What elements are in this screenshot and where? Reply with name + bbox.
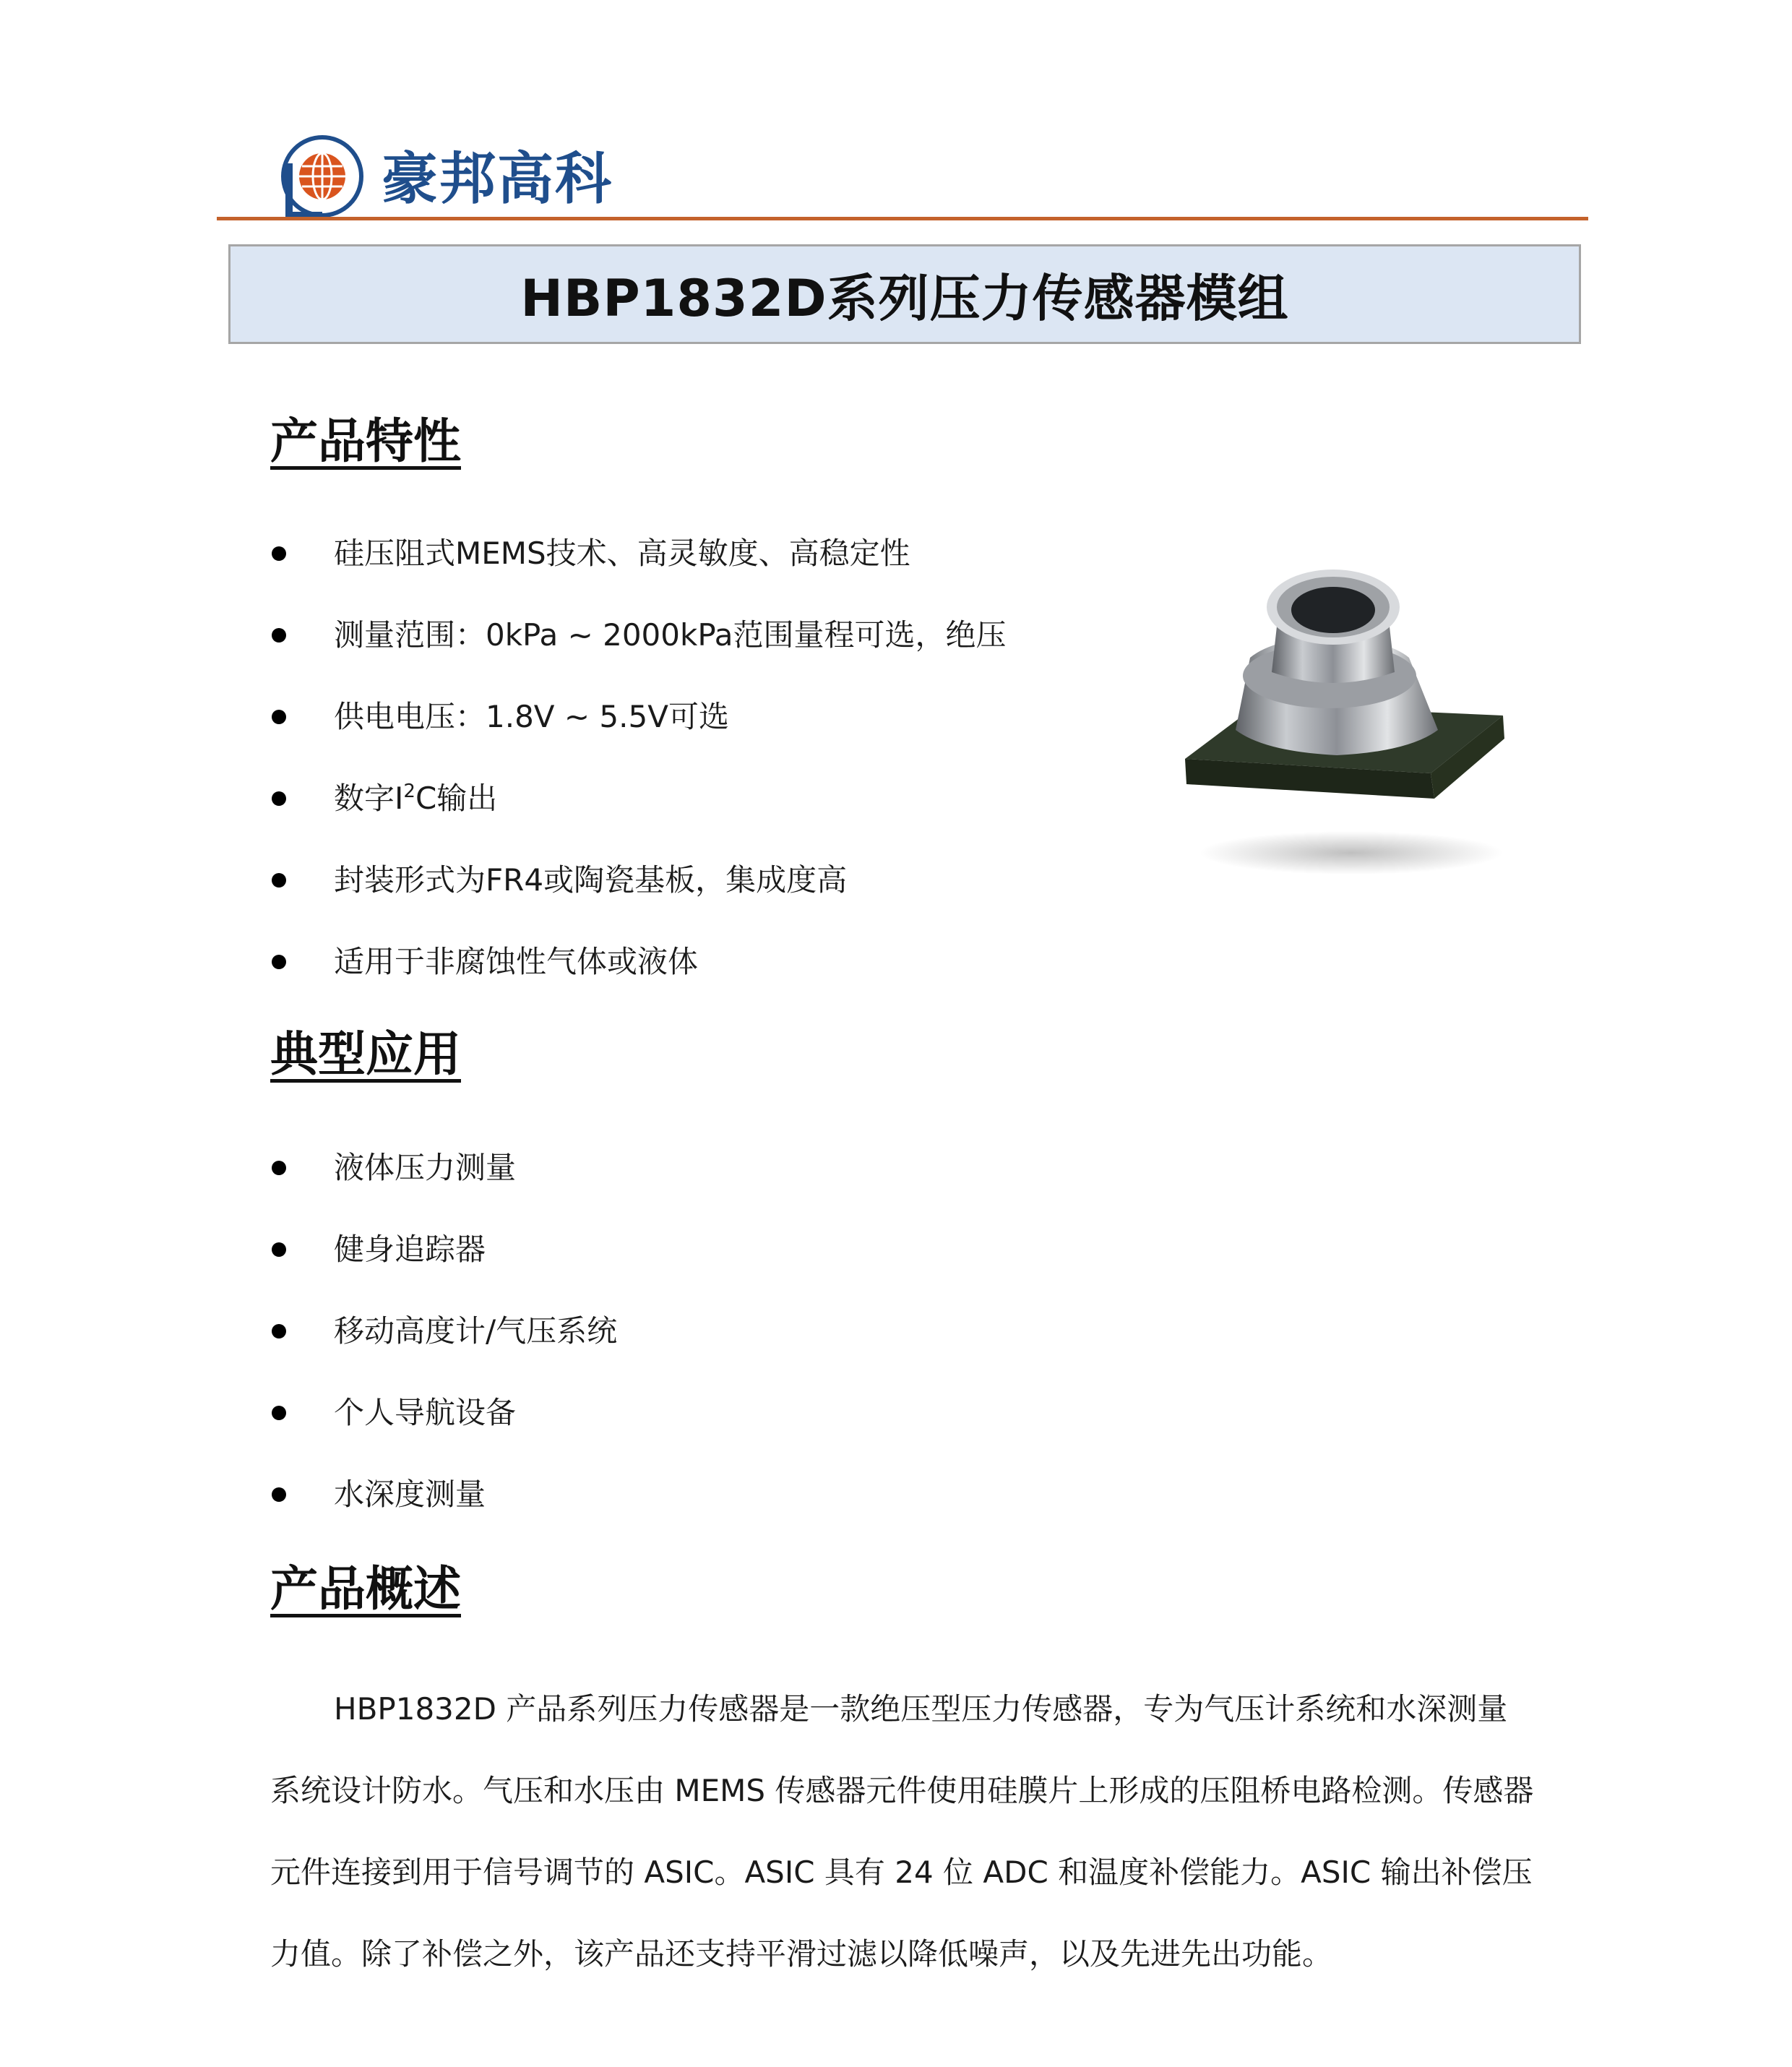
bullet-icon <box>272 546 286 561</box>
pressure-sensor-product-image <box>1171 549 1510 882</box>
bullet-icon <box>272 1161 286 1175</box>
bullet-icon <box>272 628 286 643</box>
header-divider <box>217 217 1588 220</box>
bullet-icon <box>272 791 286 806</box>
bullet-icon <box>272 873 286 888</box>
applications-heading: 典型应用 <box>270 1026 461 1082</box>
bullet-icon <box>272 955 286 969</box>
overview-heading: 产品概述 <box>270 1561 461 1617</box>
bullet-icon <box>272 1487 286 1502</box>
bullet-icon <box>272 710 286 724</box>
overview-paragraph: HBP1832D 产品系列压力传感器是一款绝压型压力传感器，专为气压计系统和水深测量系统设计防水。气压和水压由 MEMS 传感器元件使用硅膜片上形成的压阻桥电路检测。传感器元件连接到用于信号调节的 ASIC。ASIC 具有 24 位 ADC 和温度补偿能力。ASIC 输出补偿压力值。除了补偿之外，该产品还支持平滑过滤以降低噪声，以及先进先出功能。 <box>270 1691 1534 1972</box>
company-logo-icon <box>280 134 364 218</box>
document-title-box <box>228 244 1581 344</box>
bullet-icon <box>272 1324 286 1338</box>
features-heading: 产品特性 <box>270 413 461 469</box>
bullet-icon <box>272 1242 286 1257</box>
brand-name: 豪邦高科 <box>382 147 613 212</box>
bullet-icon <box>272 1406 286 1420</box>
document-title: HBP1832D系列压力传感器模组 <box>520 268 1289 328</box>
